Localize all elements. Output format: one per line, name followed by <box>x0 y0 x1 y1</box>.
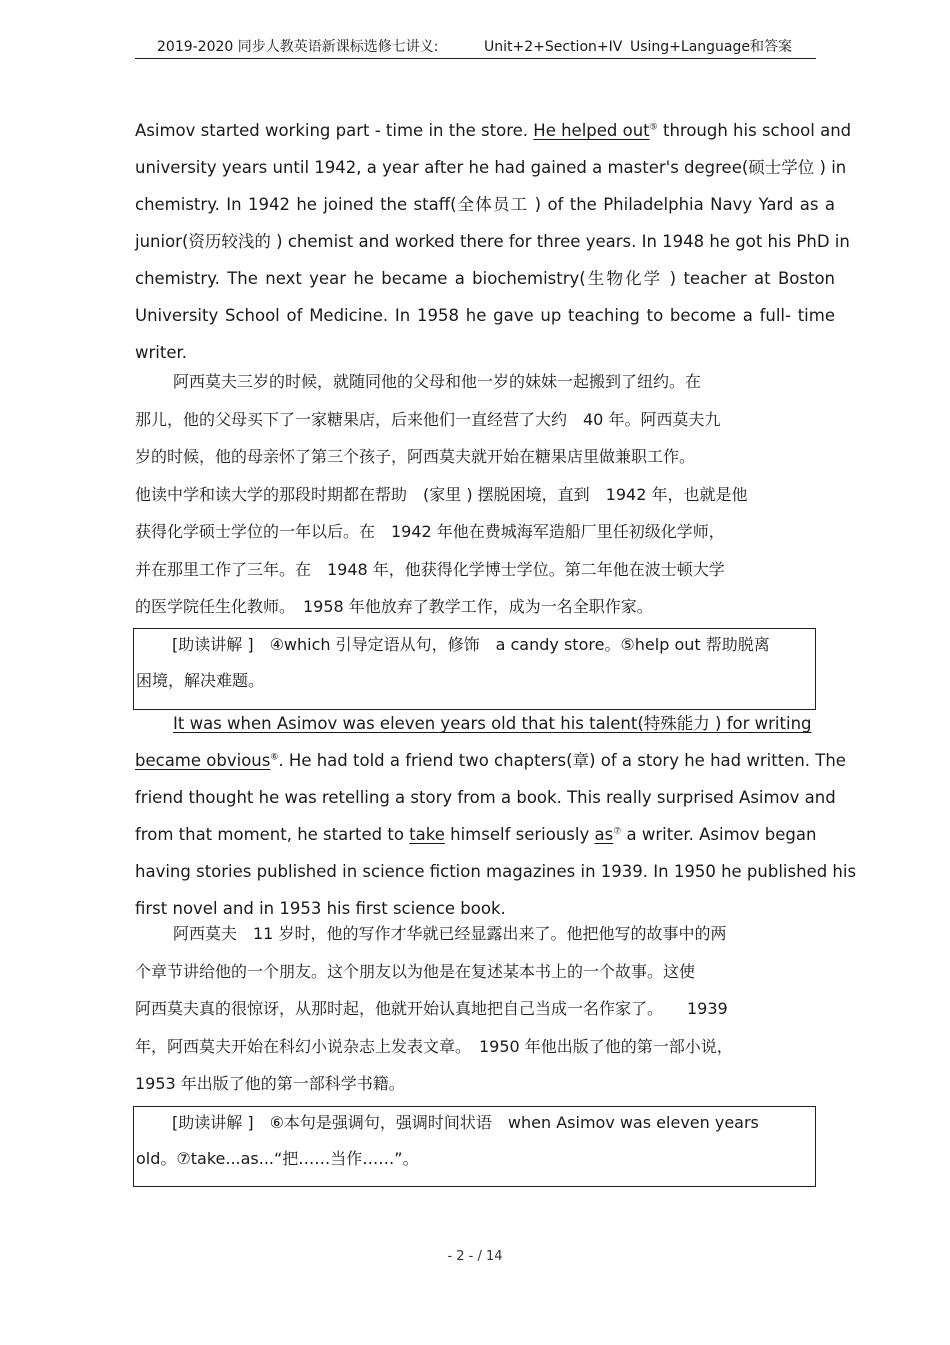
text-line: 阿西莫夫真的很惊讶，从那时起，他就开始认真地把自己当成一名作家了。 1939 <box>135 999 728 1018</box>
text-line: 1953 年出版了他的第一部科学书籍。 <box>135 1074 405 1093</box>
text-line: 他读中学和读大学的那段时期都在帮助 (家里 ) 摆脱困境，直到 1942 年，也就是他 <box>135 484 748 504</box>
page-number: - 2 - / 14 <box>447 1249 503 1264</box>
text-line: [助读讲解 ] ⑥本句是强调句，强调时间状语 when Asimov was eleven years <box>172 1113 759 1132</box>
text-line: 并在那里工作了三年。在 1948 年，他获得化学博士学位。第二年他在波士顿大学 <box>135 559 725 579</box>
text-line: chemistry. In 1942 he joined the staff(全体员工 ) of the Philadelphia Navy Yard as a <box>135 195 835 214</box>
text-line: old。⑦take...as...“把……当作……”。 <box>136 1149 419 1168</box>
note-marker: ⑦ <box>613 826 622 837</box>
text-line: chemistry. The next year he became a biochemistry(生物化学 ) teacher at Boston <box>135 269 835 288</box>
note-marker: ⑤ <box>649 122 658 133</box>
text-line: became obvious⑥. He had told a friend two chapters(章) of a story he had written. The <box>135 751 846 770</box>
header-section: Using+Language和答案 <box>630 39 793 55</box>
underlined-sentence: It was when Asimov was eleven years old that his talent(特殊能力 ) for writing <box>173 714 812 733</box>
english-paragraph-1 <box>135 116 852 368</box>
text-line: 困境，解决难题。 <box>136 671 265 690</box>
text-line: University School of Medicine. In 1958 he gave up teaching to become a full- time <box>135 306 835 325</box>
text-line: 阿西莫夫三岁的时候，就随同他的父母和他一岁的妹妹一起搬到了纽约。在 <box>173 372 702 391</box>
text-line: first novel and in 1953 his first science book. <box>135 899 506 918</box>
text-line: 年，阿西莫夫开始在科幻小说杂志上发表文章。 1950 年他出版了他的第一部小说， <box>135 1036 733 1056</box>
text-line: 阿西莫夫 11 岁时，他的写作才华就已经显露出来了。他把他写的故事中的两 <box>173 924 727 943</box>
underlined-phrase: He helped out <box>533 121 650 140</box>
reading-note-box-2 <box>133 1106 816 1187</box>
note-marker: ⑥ <box>270 752 279 763</box>
page-header <box>135 36 816 59</box>
text-line: 岁的时候，他的母亲怀了第三个孩子，阿西莫夫就开始在糖果店里做兼职工作。 <box>135 447 696 466</box>
english-paragraph-2 <box>135 709 857 924</box>
underlined-word: take <box>409 825 445 844</box>
text-line: 个章节讲给他的一个朋友。这个朋友以为他是在复述某本书上的一个故事。这使 <box>135 961 696 981</box>
chinese-translation-1 <box>135 367 815 630</box>
underlined-phrase: became obvious <box>135 751 271 770</box>
text-line: Asimov started working part - time in the store. He helped out⑤ through his school and <box>135 121 852 140</box>
text-line: having stories published in science fiction magazines in 1939. In 1950 he published his <box>135 862 857 881</box>
reading-note-box-1 <box>133 628 816 710</box>
header-title: 2019-2020 同步人教英语新课标选修七讲义: <box>157 39 439 55</box>
text-line: university years until 1942, a year after he had gained a master's degree(硕士学位 ) in <box>135 158 847 177</box>
text-line: from that moment, he started to take himself seriously as⑦ a writer. Asimov began <box>135 825 817 844</box>
text-line: [助读讲解 ] ④which 引导定语从句，修饰 a candy store。⑤help out 帮助脱离 <box>172 635 770 654</box>
text-line: friend thought he was retelling a story from a book. This really surprised Asimov and <box>135 788 836 807</box>
chinese-translation-2 <box>135 919 815 1107</box>
underlined-word: as <box>594 825 614 844</box>
header-unit: Unit+2+Section+IV <box>484 39 623 55</box>
text-line: junior(资历较浅的 ) chemist and worked there for three years. In 1948 he got his PhD in <box>135 232 850 251</box>
text-line: 获得化学硕士学位的一年以后。在 1942 年他在费城海军造船厂里任初级化学师， <box>135 522 725 541</box>
text-line: 那儿，他的父母买下了一家糖果店，后来他们一直经营了大约 40 年。阿西莫夫九 <box>135 409 721 429</box>
text-line: writer. <box>135 343 187 362</box>
text-line: 的医学院任生化教师。 1958 年他放弃了教学工作，成为一名全职作家。 <box>135 597 653 616</box>
